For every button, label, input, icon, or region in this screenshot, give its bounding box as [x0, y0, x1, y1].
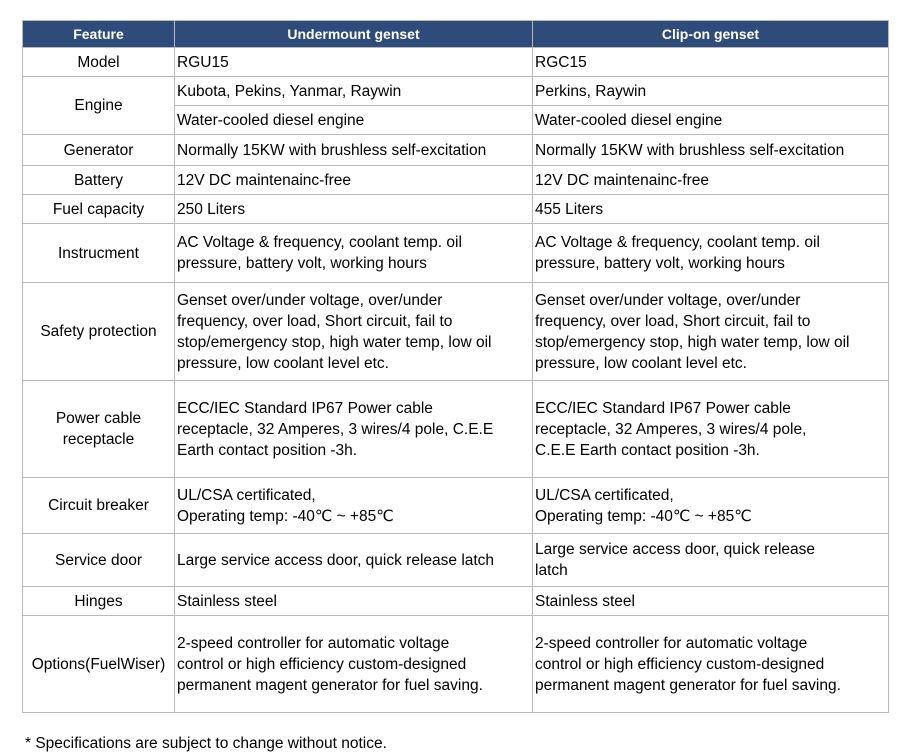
- cell-clipon-options: 2-speed controller for automatic voltage control or high efficiency custom-designed permanent magent generator for fuel saving.: [533, 616, 889, 713]
- row-label-engine: Engine: [23, 77, 175, 135]
- cell-clipon-circuit-breaker: UL/CSA certificated, Operating temp: -40℃ ~ +85℃: [533, 478, 889, 534]
- cell-undermount-safety: Genset over/under voltage, over/under frequency, over load, Short circuit, fail to stop/emergency stop, high water temp, low oil pressure, low coolant level etc.: [175, 283, 533, 381]
- cell-undermount-model: RGU15: [175, 48, 533, 77]
- table-row: [23, 77, 889, 106]
- cell-undermount-instrument: AC Voltage & frequency, coolant temp. oil pressure, battery volt, working hours: [175, 224, 533, 283]
- row-label-safety: Safety protection: [23, 283, 175, 381]
- header-undermount: Undermount genset: [175, 21, 533, 48]
- row-label-power-cable: Power cable receptacle: [23, 381, 175, 478]
- cell-clipon-battery: 12V DC maintenainc-free: [533, 166, 889, 195]
- row-label-instrument: Instrucment: [23, 224, 175, 283]
- header-feature: Feature: [23, 21, 175, 48]
- row-label-hinges: Hinges: [23, 587, 175, 616]
- cell-clipon-engine-type: Water-cooled diesel engine: [533, 106, 889, 135]
- footnote: * Specifications are subject to change without notice.: [25, 735, 387, 752]
- header-clipon: Clip-on genset: [533, 21, 889, 48]
- table-row: [23, 195, 889, 224]
- row-label-service-door: Service door: [23, 534, 175, 587]
- table-row: [23, 224, 889, 283]
- cell-undermount-circuit-breaker: UL/CSA certificated, Operating temp: -40℃ ~ +85℃: [175, 478, 533, 534]
- cell-clipon-safety: Genset over/under voltage, over/under frequency, over load, Short circuit, fail to stop/emergency stop, high water temp, low oil pressure, low coolant level etc.: [533, 283, 889, 381]
- cell-clipon-service-door: Large service access door, quick release latch: [533, 534, 889, 587]
- table-row: [23, 587, 889, 616]
- row-label-fuel-capacity: Fuel capacity: [23, 195, 175, 224]
- table-row: [23, 283, 889, 381]
- table-row: [23, 166, 889, 195]
- cell-undermount-options: 2-speed controller for automatic voltage control or high efficiency custom-designed permanent magent generator for fuel saving.: [175, 616, 533, 713]
- spec-table: [22, 20, 889, 713]
- row-label-battery: Battery: [23, 166, 175, 195]
- row-label-generator: Generator: [23, 135, 175, 166]
- cell-undermount-battery: 12V DC maintenainc-free: [175, 166, 533, 195]
- table-row: [23, 381, 889, 478]
- cell-undermount-fuel-capacity: 250 Liters: [175, 195, 533, 224]
- row-label-options: Options(FuelWiser): [23, 616, 175, 713]
- table-row: [23, 48, 889, 77]
- table-row: [23, 534, 889, 587]
- cell-clipon-engine-make: Perkins, Raywin: [533, 77, 889, 106]
- header-row: [23, 21, 889, 48]
- table-row: [23, 478, 889, 534]
- cell-undermount-engine-type: Water-cooled diesel engine: [175, 106, 533, 135]
- cell-undermount-hinges: Stainless steel: [175, 587, 533, 616]
- table-row: [23, 616, 889, 713]
- row-label-model: Model: [23, 48, 175, 77]
- cell-clipon-power-cable: ECC/IEC Standard IP67 Power cable receptacle, 32 Amperes, 3 wires/4 pole, C.E.E Earth contact position -3h.: [533, 381, 889, 478]
- cell-clipon-hinges: Stainless steel: [533, 587, 889, 616]
- cell-clipon-model: RGC15: [533, 48, 889, 77]
- table-row: [23, 135, 889, 166]
- cell-clipon-generator: Normally 15KW with brushless self-excitation: [533, 135, 889, 166]
- cell-clipon-instrument: AC Voltage & frequency, coolant temp. oil pressure, battery volt, working hours: [533, 224, 889, 283]
- cell-clipon-fuel-capacity: 455 Liters: [533, 195, 889, 224]
- cell-undermount-engine-make: Kubota, Pekins, Yanmar, Raywin: [175, 77, 533, 106]
- cell-undermount-service-door: Large service access door, quick release latch: [175, 534, 533, 587]
- row-label-circuit-breaker: Circuit breaker: [23, 478, 175, 534]
- cell-undermount-power-cable: ECC/IEC Standard IP67 Power cable receptacle, 32 Amperes, 3 wires/4 pole, C.E.E Earth contact position -3h.: [175, 381, 533, 478]
- cell-undermount-generator: Normally 15KW with brushless self-excitation: [175, 135, 533, 166]
